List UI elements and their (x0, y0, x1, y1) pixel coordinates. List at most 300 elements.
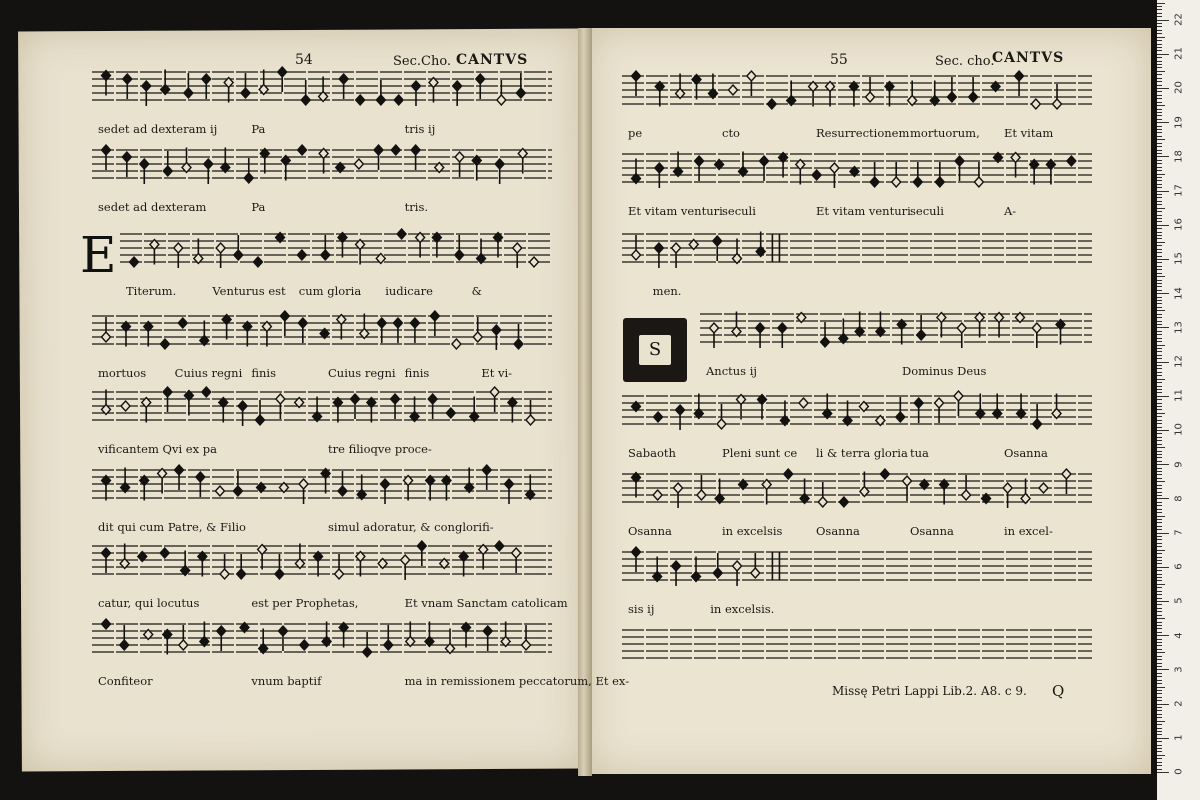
ruler-tick (1157, 153, 1162, 154)
ruler-tick (1157, 317, 1162, 318)
ruler-number: 9 (1173, 460, 1185, 468)
note-head (482, 465, 491, 475)
left-staff-5 (92, 388, 552, 432)
note-head (278, 626, 287, 636)
ruler-tick (1157, 163, 1162, 164)
note-head (202, 74, 211, 84)
ruler-tick (1157, 550, 1165, 551)
right-staff-4 (700, 310, 1092, 354)
note-head (217, 626, 226, 636)
note-head (697, 490, 706, 500)
ruler-tick (1157, 386, 1162, 387)
note-head (163, 387, 172, 397)
note-head (179, 640, 188, 650)
ruler-tick (1157, 474, 1162, 475)
note-head (903, 476, 912, 486)
note-head (514, 339, 523, 349)
left-lyric: Venturus est (212, 284, 286, 298)
note-head (760, 156, 769, 166)
ruler-tick (1157, 738, 1169, 739)
ruler-tick (1157, 543, 1162, 544)
note-head (354, 159, 363, 169)
ruler-tick (1157, 61, 1162, 62)
right-lyric: seculi (910, 204, 944, 218)
ruler-tick (1157, 481, 1165, 482)
ruler-tick (1157, 669, 1169, 670)
left-lyric: finis (251, 366, 276, 380)
right-lyric: pe (628, 126, 643, 140)
note-head (298, 145, 307, 155)
ruler-number: 4 (1173, 631, 1185, 639)
left-lyric: sedet ad dexteram (98, 200, 207, 214)
note-head (1067, 156, 1076, 166)
ruler-tick (1157, 700, 1162, 701)
ruler-tick (1157, 167, 1162, 168)
ruler-number: 12 (1173, 355, 1185, 368)
note-head (244, 173, 253, 183)
ruler-tick (1157, 392, 1162, 393)
ruler-tick (1157, 492, 1162, 493)
ruler-tick (1157, 276, 1165, 277)
note-head (778, 323, 787, 333)
ruler-tick (1157, 745, 1162, 746)
ruler-tick (1157, 642, 1162, 643)
ruler-tick (1157, 539, 1162, 540)
ruler-tick (1157, 622, 1162, 623)
ruler-tick (1157, 512, 1162, 513)
ruler-tick (1157, 748, 1162, 749)
right-lyric: in excel- (1004, 524, 1053, 538)
ruler-tick (1157, 659, 1162, 660)
ruler-tick (1157, 451, 1162, 452)
ruler-tick (1157, 601, 1169, 602)
ruler-number: 22 (1173, 13, 1185, 26)
left-lyric: sedet ad dexteram ij (98, 122, 218, 136)
ruler-tick (1157, 683, 1162, 684)
ruler-number: 19 (1173, 115, 1185, 129)
left-initial-letter: E (80, 226, 117, 284)
ruler-tick (1157, 95, 1162, 96)
note-head (140, 159, 149, 169)
ruler-number: 10 (1173, 423, 1185, 437)
note-head (747, 71, 756, 81)
right-staff-8 (622, 626, 1092, 670)
note-head (391, 145, 400, 155)
ruler-tick (1157, 519, 1162, 520)
ruler-tick (1157, 266, 1162, 267)
note-head (530, 257, 539, 267)
ruler-tick (1157, 54, 1169, 55)
ruler-tick (1157, 611, 1162, 612)
ruler-tick (1157, 741, 1162, 742)
left-lyric: Cuius regni (174, 366, 243, 380)
ruler-tick (1157, 615, 1162, 616)
note-head (276, 394, 285, 404)
note-head (417, 541, 426, 551)
ruler-tick (1157, 273, 1162, 274)
ruler-tick (1157, 591, 1162, 592)
note-head (870, 177, 879, 187)
note-head (363, 647, 372, 657)
ruler-tick (1157, 676, 1162, 677)
ruler-tick (1157, 50, 1162, 51)
note-head (969, 92, 978, 102)
ruler-tick (1157, 338, 1162, 339)
right-lyric: Osanna (1004, 446, 1048, 460)
ruler-tick (1157, 447, 1165, 448)
note-head (672, 243, 681, 253)
ruler-number: 1 (1173, 734, 1185, 741)
right-staff-7 (622, 548, 1092, 592)
ruler-tick (1157, 471, 1162, 472)
ruler-tick (1157, 526, 1162, 527)
ruler-tick (1157, 375, 1162, 376)
ruler-tick (1157, 208, 1165, 209)
right-lyric: cto (722, 126, 740, 140)
note-head (892, 177, 901, 187)
ruler-tick (1157, 379, 1165, 380)
ruler-tick (1157, 204, 1162, 205)
note-head (384, 640, 393, 650)
note-head (674, 483, 683, 493)
ruler-tick (1157, 303, 1162, 304)
ruler-number: 21 (1173, 47, 1185, 61)
note-head (917, 330, 926, 340)
note-head (818, 497, 827, 507)
ruler-tick (1157, 74, 1162, 75)
ruler-tick (1157, 307, 1162, 308)
ruler-tick (1157, 485, 1162, 486)
ruler-tick (1157, 505, 1162, 506)
ruler-tick (1157, 26, 1162, 27)
note-head (497, 95, 506, 105)
ruler-tick (1157, 427, 1162, 428)
ruler-tick (1157, 755, 1165, 756)
note-head (215, 486, 224, 496)
ruler-number: 5 (1173, 597, 1185, 605)
ruler-tick (1157, 242, 1165, 243)
right-lyric: Et vitam venturi (628, 204, 723, 218)
note-head (1062, 469, 1071, 479)
ruler-tick (1157, 423, 1162, 424)
ruler-tick (1157, 635, 1169, 636)
ruler-tick (1157, 478, 1162, 479)
ruler-tick (1157, 184, 1162, 185)
ruler-tick (1157, 587, 1162, 588)
ruler-tick (1157, 553, 1162, 554)
ruler-tick (1157, 409, 1162, 410)
note-head (812, 170, 821, 180)
note-head (204, 159, 213, 169)
note-head (962, 490, 971, 500)
ruler-tick (1157, 468, 1162, 469)
right-lyric: li & terra gloria (816, 446, 908, 460)
ruler-tick (1157, 310, 1165, 311)
left-lyric: vificantem Qvi ex pa (98, 442, 217, 456)
note-head (253, 257, 262, 267)
ruler-tick (1157, 403, 1162, 404)
note-head (632, 547, 641, 557)
ruler-tick (1157, 594, 1162, 595)
ruler-tick (1157, 570, 1162, 571)
ruler-tick (1157, 710, 1162, 711)
note-head (299, 479, 308, 489)
ruler-tick (1157, 567, 1169, 568)
note-head (632, 250, 641, 260)
right-lyric: in excelsis. (710, 602, 775, 616)
ruler-tick (1157, 293, 1169, 294)
ruler-tick (1157, 102, 1162, 103)
ruler-tick (1157, 608, 1162, 609)
note-head (430, 311, 439, 321)
left-lyric: tris ij (404, 122, 436, 136)
ruler-tick (1157, 194, 1162, 195)
ruler-tick (1157, 9, 1162, 10)
note-head (397, 229, 406, 239)
note-head (184, 88, 193, 98)
ruler-tick (1157, 119, 1162, 120)
ruler-tick (1157, 598, 1162, 599)
note-head (676, 405, 685, 415)
ruler-tick (1157, 673, 1162, 674)
ruler-tick (1157, 584, 1165, 585)
note-head (490, 387, 499, 397)
ruler-tick (1157, 358, 1162, 359)
ruler-tick (1157, 146, 1162, 147)
right-lyric: Pleni sunt ce (722, 446, 798, 460)
note-head (401, 555, 410, 565)
note-head (653, 490, 662, 500)
left-lyric: est per Prophetas, (251, 596, 359, 610)
colophon: Missę Petri Lappi Lib.2. A8. c 9. (832, 684, 1027, 698)
ruler-tick (1157, 529, 1162, 530)
ruler-number: 11 (1173, 389, 1185, 403)
ruler-tick (1157, 362, 1169, 363)
note-head (123, 74, 132, 84)
ruler-tick (1157, 259, 1169, 260)
ruler-tick (1157, 327, 1169, 328)
ruler-tick (1157, 150, 1162, 151)
ruler-tick (1157, 314, 1162, 315)
ruler-tick (1157, 211, 1162, 212)
ruler-tick (1157, 464, 1169, 465)
note-head (120, 640, 129, 650)
ruler-number: 8 (1173, 495, 1185, 502)
ruler-tick (1157, 256, 1162, 257)
ruler-tick (1157, 433, 1162, 434)
note-head (513, 243, 522, 253)
ruler-tick (1157, 286, 1162, 287)
ruler-tick (1157, 139, 1165, 140)
note-head (1032, 323, 1041, 333)
note-head (122, 152, 131, 162)
note-head (160, 548, 169, 558)
right-staff-5 (622, 392, 1092, 436)
ruler-tick (1157, 348, 1162, 349)
note-head (102, 332, 111, 342)
ruler-tick (1157, 690, 1162, 691)
ruler-tick (1157, 334, 1162, 335)
note-head (728, 85, 737, 95)
ruler-tick (1157, 197, 1162, 198)
ruler-tick (1157, 143, 1162, 144)
ruler-number: 2 (1173, 700, 1185, 707)
ruler-tick (1157, 666, 1162, 667)
left-lyric: Pa (251, 122, 266, 136)
ruler-tick (1157, 85, 1162, 86)
ruler-tick (1157, 345, 1165, 346)
note-head (321, 250, 330, 260)
ruler-tick (1157, 132, 1162, 133)
ruler-tick (1157, 98, 1162, 99)
ruler-tick (1157, 297, 1162, 298)
note-head (338, 486, 347, 496)
ruler-tick (1157, 413, 1165, 414)
note-head (914, 398, 923, 408)
ruler-tick (1157, 437, 1162, 438)
left-staff-3 (120, 230, 552, 274)
ruler-tick (1157, 245, 1162, 246)
note-head (175, 465, 184, 475)
ruler-tick (1157, 40, 1162, 41)
note-head (974, 177, 983, 187)
right-lyric: Et vitam venturi (816, 204, 911, 218)
note-head (1053, 99, 1062, 109)
ruler-tick (1157, 656, 1162, 657)
ruler-tick (1157, 177, 1162, 178)
ruler-tick (1157, 44, 1162, 45)
left-lyric: finis (404, 366, 430, 380)
ruler-tick (1157, 396, 1169, 397)
note-head (504, 479, 513, 489)
ruler-tick (1157, 399, 1162, 400)
ruler-tick (1157, 269, 1162, 270)
note-head (1031, 99, 1040, 109)
right-lyric: men. (652, 284, 682, 298)
left-lyric: iudicare (385, 284, 433, 298)
ruler-tick (1157, 420, 1162, 421)
note-head (351, 394, 360, 404)
note-head (275, 569, 284, 579)
ruler-tick (1157, 88, 1169, 89)
ruler-tick (1157, 557, 1162, 558)
ruler-tick (1157, 628, 1162, 629)
ruler-tick (1157, 324, 1162, 325)
ruler-tick (1157, 37, 1165, 38)
ruler-tick (1157, 649, 1162, 650)
ruler-number: 18 (1173, 149, 1185, 163)
ruler-tick (1157, 249, 1162, 250)
ruler-tick (1157, 109, 1162, 110)
note-head (453, 81, 462, 91)
ruler-tick (1157, 574, 1162, 575)
note-head (866, 92, 875, 102)
note-head (234, 250, 243, 260)
note-head (163, 166, 172, 176)
note-head (880, 469, 889, 479)
ruler-number: 17 (1173, 184, 1185, 197)
note-head (495, 541, 504, 551)
note-head (335, 569, 344, 579)
note-head (516, 88, 525, 98)
note-head (301, 95, 310, 105)
left-lyric: mortuos (98, 366, 147, 380)
ruler-tick (1157, 252, 1162, 253)
ruler-tick (1157, 724, 1162, 725)
note-head (142, 81, 151, 91)
ruler-tick (1157, 765, 1162, 766)
ruler-tick (1157, 91, 1162, 92)
ruler-tick (1157, 509, 1162, 510)
right-lyric: Et vitam (1004, 126, 1054, 140)
ruler-tick (1157, 191, 1169, 192)
ruler-tick (1157, 536, 1162, 537)
note-head (799, 398, 808, 408)
ruler-tick (1157, 262, 1162, 263)
note-head (1033, 419, 1042, 429)
note-head (935, 177, 944, 187)
note-head (174, 243, 183, 253)
right-lyric: sis ij (628, 602, 655, 616)
note-head (410, 318, 419, 328)
ruler-tick (1157, 461, 1162, 462)
ruler-tick (1157, 580, 1162, 581)
note-head (160, 339, 169, 349)
ruler-tick (1157, 416, 1162, 417)
ruler-tick (1157, 235, 1162, 236)
note-head (280, 311, 289, 321)
ruler-tick (1157, 687, 1165, 688)
note-head (241, 88, 250, 98)
note-head (356, 95, 365, 105)
ruler-tick (1157, 769, 1162, 770)
right-lyric: Osanna (628, 524, 672, 538)
right-staff-1 (622, 72, 1092, 116)
left-staff-2 (92, 146, 552, 190)
note-head (216, 243, 225, 253)
note-head (713, 568, 722, 578)
right-lyric: A- (1004, 204, 1017, 218)
note-head (394, 95, 403, 105)
left-lyric: catur, qui locutus (98, 596, 200, 610)
ruler-tick (1157, 625, 1162, 626)
ruler-tick (1157, 30, 1162, 31)
note-head (483, 626, 492, 636)
ruler-number: 6 (1173, 563, 1185, 570)
ruler-tick (1157, 64, 1162, 65)
note-head (102, 145, 111, 155)
ruler-tick (1157, 618, 1165, 619)
left-lyric: Et vnam Sanctam catolicam (404, 596, 568, 610)
right-lyric: seculi (722, 204, 756, 218)
ruler-tick (1157, 516, 1165, 517)
ruler-tick (1157, 67, 1162, 68)
ruler-tick (1157, 170, 1162, 171)
note-head (821, 337, 830, 347)
ruler-tick (1157, 6, 1162, 7)
left-lyric: & (471, 284, 482, 298)
ruler-tick (1157, 663, 1162, 664)
ruler-tick (1157, 502, 1162, 503)
ruler-tick (1157, 704, 1169, 705)
note-head (733, 561, 742, 571)
ruler-tick (1157, 105, 1165, 106)
ruler-tick (1157, 215, 1162, 216)
ruler-tick (1157, 560, 1162, 561)
ruler-tick (1157, 639, 1162, 640)
note-head (202, 387, 211, 397)
right-lyric: mortuorum, (910, 126, 980, 140)
